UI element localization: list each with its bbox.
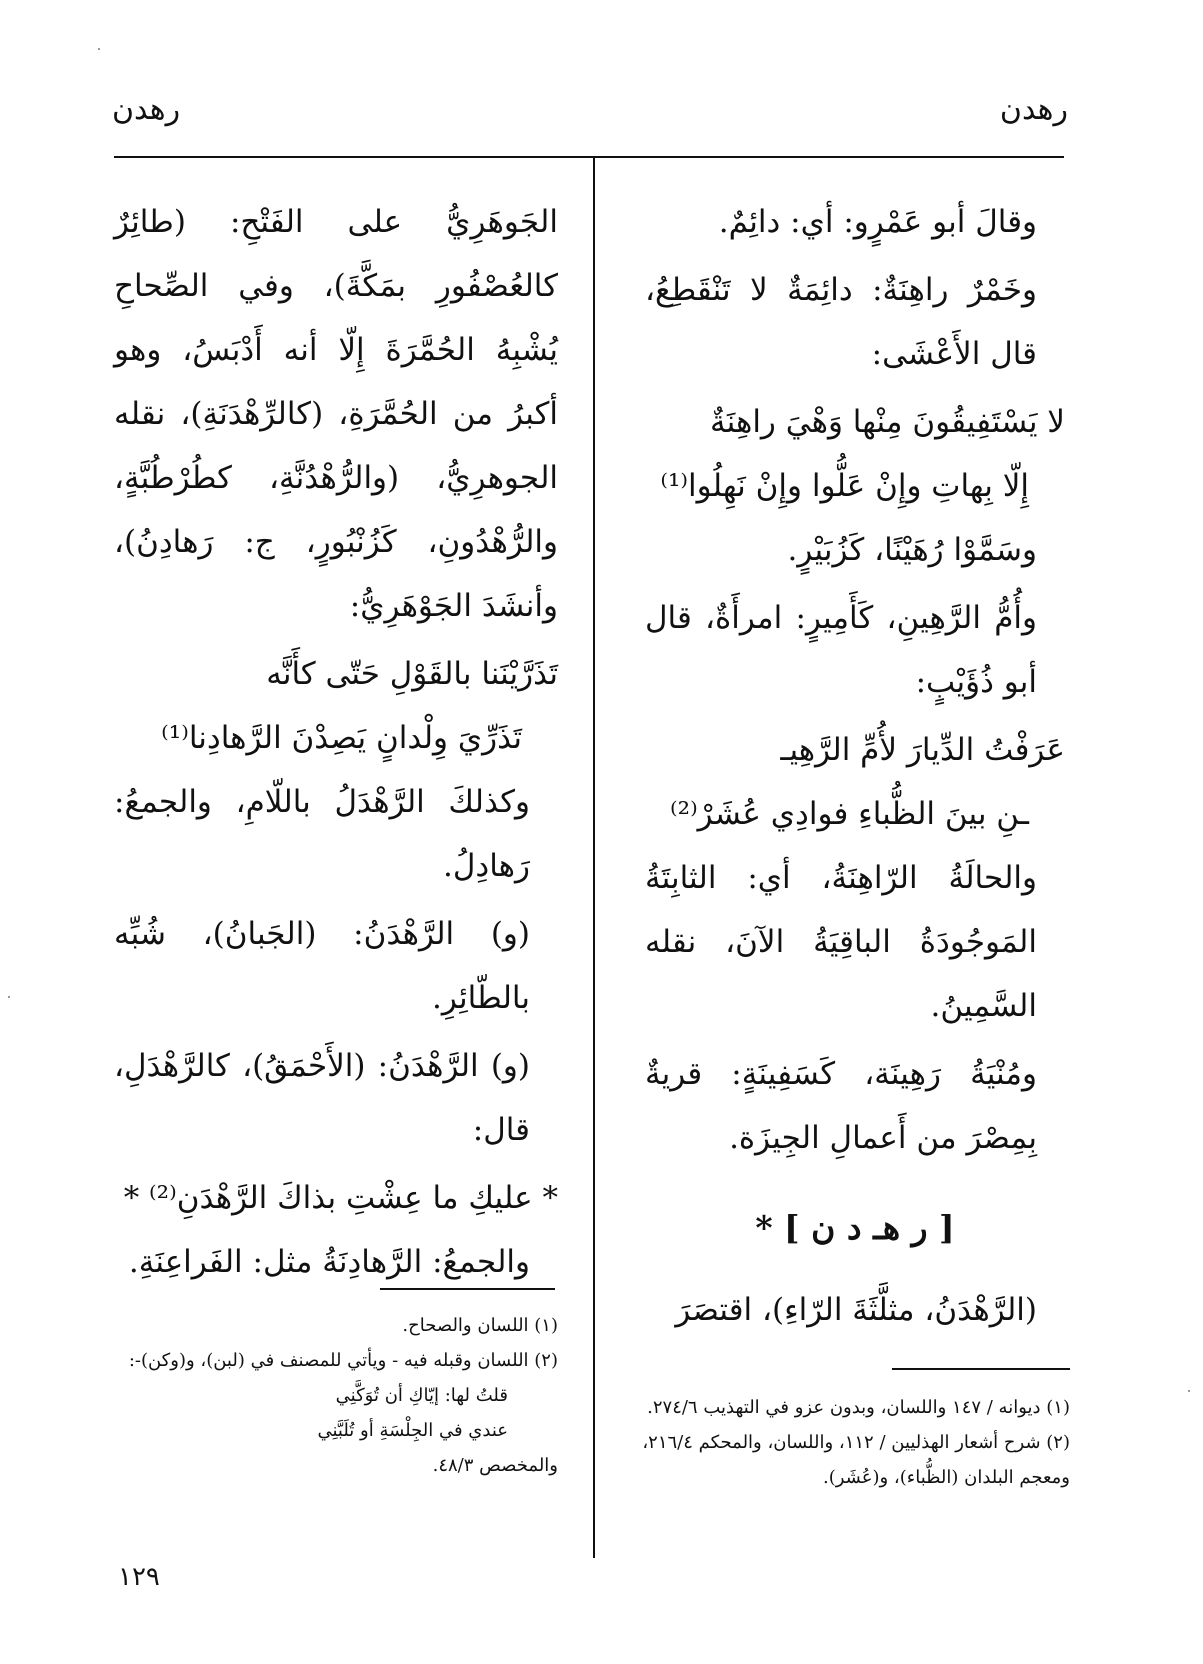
right-paragraph-1: وقالَ أبو عَمْرٍو: أي: دائِمٌ.	[718, 204, 1037, 240]
entry-heading: [ ر هـ د ن ] *	[755, 1208, 955, 1247]
left-paragraph-3: (و) الرَّهْدَنُ: (الجَبانُ)، شُبِّه بالطّائِرِ.	[114, 916, 530, 1016]
right-verse-2-second: ـنِ بينَ الظُّباءِ فوادِي عُشَرْ⁽²⁾	[670, 796, 1029, 832]
page-number: ١٢٩	[118, 1562, 160, 1592]
right-verse-1-second: إِلّا بِهاتِ وإِنْ عَلُّوا وإِنْ نَهِلُوا⁽¹⁾	[660, 468, 1029, 504]
left-verse-1-first: تَذَرَّيْنَنا بالقَوْلِ حَتّى كأَنَّه	[266, 656, 558, 692]
right-column	[645, 190, 1065, 1346]
right-paragraph-6: ومُنْيَةُ رَهِينَة، كَسَفِينَةٍ: قريةٌ بِمِصْرَ من أَعمالِ الجِيزَة.	[645, 1056, 1037, 1156]
left-verse-2: * عليكِ ما عِشْتِ بذاكَ الرَّهْدَنِ⁽²⁾ *	[123, 1180, 558, 1216]
right-paragraph-4: وأُمُّ الرَّهِينِ، كَأَمِيرٍ: امرأَةٌ، قال أبو ذُؤَيْبٍ:	[645, 600, 1037, 700]
right-verse-1-first: لا يَسْتَفِيقُونَ مِنْها وَهْيَ راهِنَةٌ	[710, 404, 1065, 440]
right-footnote-rule	[892, 1368, 1070, 1370]
right-footnote-2: (٢) شرح أشعار الهذليين / ١١٢، واللسان، والمحكم ٢١٦/٤، ومعجم البلدان (الظُّباء)، و(عُشَر).	[642, 1432, 1070, 1488]
right-paragraph-3: وسَمَّوْا رُهَيْنًا، كَزُبَيْرٍ.	[787, 532, 1037, 568]
left-paragraph-4: (و) الرَّهْدَنُ: (الأَحْمَقُ)، كالرَّهْدَلِ، قال:	[114, 1048, 530, 1148]
right-footnotes	[640, 1390, 1070, 1495]
header-rule	[114, 156, 1064, 158]
left-column	[114, 190, 558, 1298]
scan-speck	[1188, 1390, 1190, 1392]
left-paragraph-5: والجمعُ: الرَّهادِنَةُ مثل: الفَراعِنَةِ.	[128, 1244, 530, 1280]
left-paragraph-1: الجَوهَرِيُّ على الفَتْحِ: (طائِرٌ كالعُصْفُورِ بمَكَّةَ)، وفي الصِّحاحِ يُشْبِهُ الحُمَّرَةَ إِلّا أنه أَدْبَسُ، وهو أكبرُ من الحُمَّرَةِ، (كالرِّهْدَنَةِ)، نقله الجوهرِيُّ، (والرُّهْدُنَّةِ، كطُرْطُبَّةٍ، والرُّهْدُونِ، كَزُنْبُورٍ، ج: رَهادِنُ)، وأنشَدَ الجَوْهَرِيُّ:	[114, 204, 558, 624]
right-footnote-1: (١) ديوانه / ١٤٧ واللسان، وبدون عزو في التهذيب ٢٧٤/٦.	[647, 1397, 1070, 1418]
column-divider	[593, 158, 595, 1558]
header-title-right: رهدن	[999, 92, 1068, 127]
left-paragraph-2: وكذلكَ الرَّهْدَلُ باللّامِ، والجمعُ: رَهادِلُ.	[114, 784, 530, 884]
left-footnotes	[114, 1308, 558, 1483]
header-title-left: رهدن	[112, 92, 181, 127]
right-paragraph-7: (الرَّهْدَنُ، مثلَّثَةَ الرّاءِ)، اقتصَرَ	[675, 1292, 1037, 1328]
left-footnote-1: (١) اللسان والصحاح.	[402, 1315, 558, 1336]
right-verse-2-first: عَرَفْتُ الدِّيارَ لأُمِّ الرَّهِيـ	[780, 732, 1065, 768]
right-paragraph-2: وخَمْرٌ راهِنَةٌ: دائِمَةٌ لا تَنْقَطِعُ، قال الأَعْشَى:	[645, 272, 1037, 372]
left-footnote-2: (٢) اللسان وقبله فيه - ويأتي للمصنف في (لبن)، و(وكن)-:	[128, 1350, 558, 1371]
left-footnote-reference: والمخصص ٤٨/٣.	[432, 1455, 558, 1476]
right-paragraph-5: والحالَةُ الرّاهِنَةُ، أي: الثابِتَةُ المَوجُودَةُ الباقِيَةُ الآنَ، نقله السَّمِينُ.	[645, 860, 1037, 1024]
left-footnote-verse-second: عندي في الجِلْسَةِ أو تُلَبَّنِي	[317, 1420, 508, 1441]
left-footnote-rule	[380, 1288, 555, 1290]
scan-speck	[8, 996, 10, 998]
left-footnote-verse-first: قلتُ لها: إيّاكِ أن تُوَكَّنِي	[335, 1385, 508, 1406]
scan-speck	[98, 48, 100, 50]
left-verse-1-second: تَذَرِّيَ وِلْدانٍ يَصِدْنَ الرَّهادِنا⁽¹⁾	[161, 720, 522, 756]
